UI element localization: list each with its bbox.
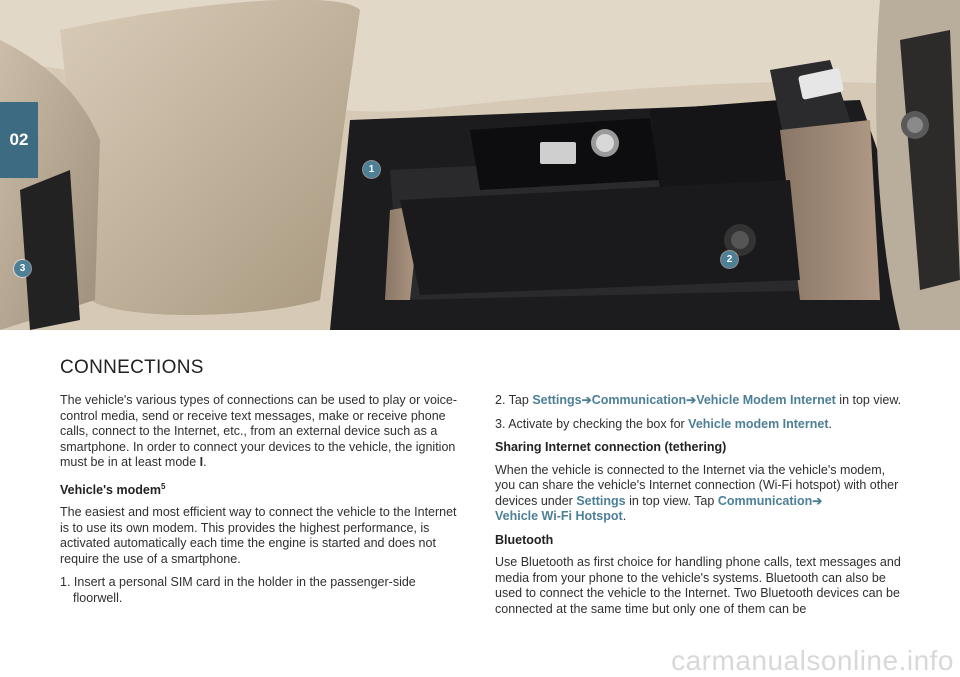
center-console-photo bbox=[0, 0, 960, 330]
menu-communication: Communication bbox=[591, 393, 687, 407]
step-3 bbox=[495, 417, 905, 433]
intro-end: . bbox=[203, 455, 207, 469]
menu-vehicle-wifi-hotspot: Vehicle Wi-Fi Hotspot bbox=[495, 509, 623, 523]
bluetooth-paragraph: Use Bluetooth as first choice for handling phone calls, text messages and media from your phone to the vehicle's systems. Bluetooth can also be used to connect the vehicle to the Internet. Two Bluetooth devices can be connected at the same time but only one of them can be bbox=[495, 555, 901, 616]
left-column bbox=[60, 393, 465, 614]
watermark: carmanualsonline.info bbox=[671, 645, 954, 676]
tethering-text: When the vehicle is connected to the Internet via the vehicle's modem, you can share the vehicle's Internet connection (Wi-Fi hotspot) with other devices under bbox=[495, 462, 899, 508]
modem-paragraph: The easiest and most efficient way to connect the vehicle to the Internet is to use its own modem. This provides the highest performance, is activated automatically each time the engine is started and does not require the use of a smartphone. bbox=[60, 505, 457, 566]
bluetooth-heading: Bluetooth bbox=[495, 532, 554, 547]
modem-heading-text: Vehicle's modem bbox=[60, 482, 161, 497]
menu-settings: Settings bbox=[576, 493, 626, 508]
step-3-prefix: 3. Activate by checking the box for bbox=[495, 416, 689, 431]
step-2-suffix: in top view. bbox=[835, 393, 902, 407]
callout-marker-1: 1 bbox=[363, 161, 380, 178]
tethering-mid-text: in top view. Tap bbox=[625, 493, 718, 508]
tethering-paragraph bbox=[495, 463, 905, 525]
option-vehicle-modem-internet: Vehicle modem Internet bbox=[688, 416, 829, 431]
intro-paragraph bbox=[60, 393, 465, 471]
intro-text: The vehicle's various types of connections can be used to play or voice-control media, send or receive text messages, make or receive phone calls, connect to the Internet, etc., from an external device such as a smartphone. In order to connect your devices to the vehicle, the ignition must be in at least mode bbox=[60, 393, 458, 469]
tethering-end: . bbox=[622, 509, 627, 523]
step-2-prefix: 2. Tap bbox=[495, 393, 533, 407]
page-title: CONNECTIONS bbox=[60, 357, 204, 378]
tethering-heading: Sharing Internet connection (tethering) bbox=[495, 440, 727, 454]
right-column bbox=[495, 393, 905, 625]
callout-marker-2: 2 bbox=[721, 251, 738, 268]
callout-marker-3: 3 bbox=[14, 260, 31, 277]
menu-communication: Communication bbox=[717, 493, 813, 508]
arrow-right-icon: ➔ bbox=[812, 493, 823, 508]
menu-vehicle-modem-internet: Vehicle Modem Internet bbox=[696, 393, 836, 407]
step-1: 1. Insert a personal SIM card in the holder in the passenger-side floorwell. bbox=[60, 575, 416, 605]
footnote-ref: 5 bbox=[160, 481, 166, 491]
modem-heading bbox=[60, 479, 465, 499]
step-2 bbox=[495, 393, 905, 409]
menu-settings: Settings bbox=[532, 393, 582, 407]
step-3-suffix: . bbox=[828, 416, 832, 431]
arrow-right-icon: ➔ bbox=[686, 393, 697, 407]
chapter-tab: 02 bbox=[0, 102, 38, 178]
arrow-right-icon: ➔ bbox=[581, 393, 592, 407]
ignition-mode: I bbox=[199, 455, 204, 469]
